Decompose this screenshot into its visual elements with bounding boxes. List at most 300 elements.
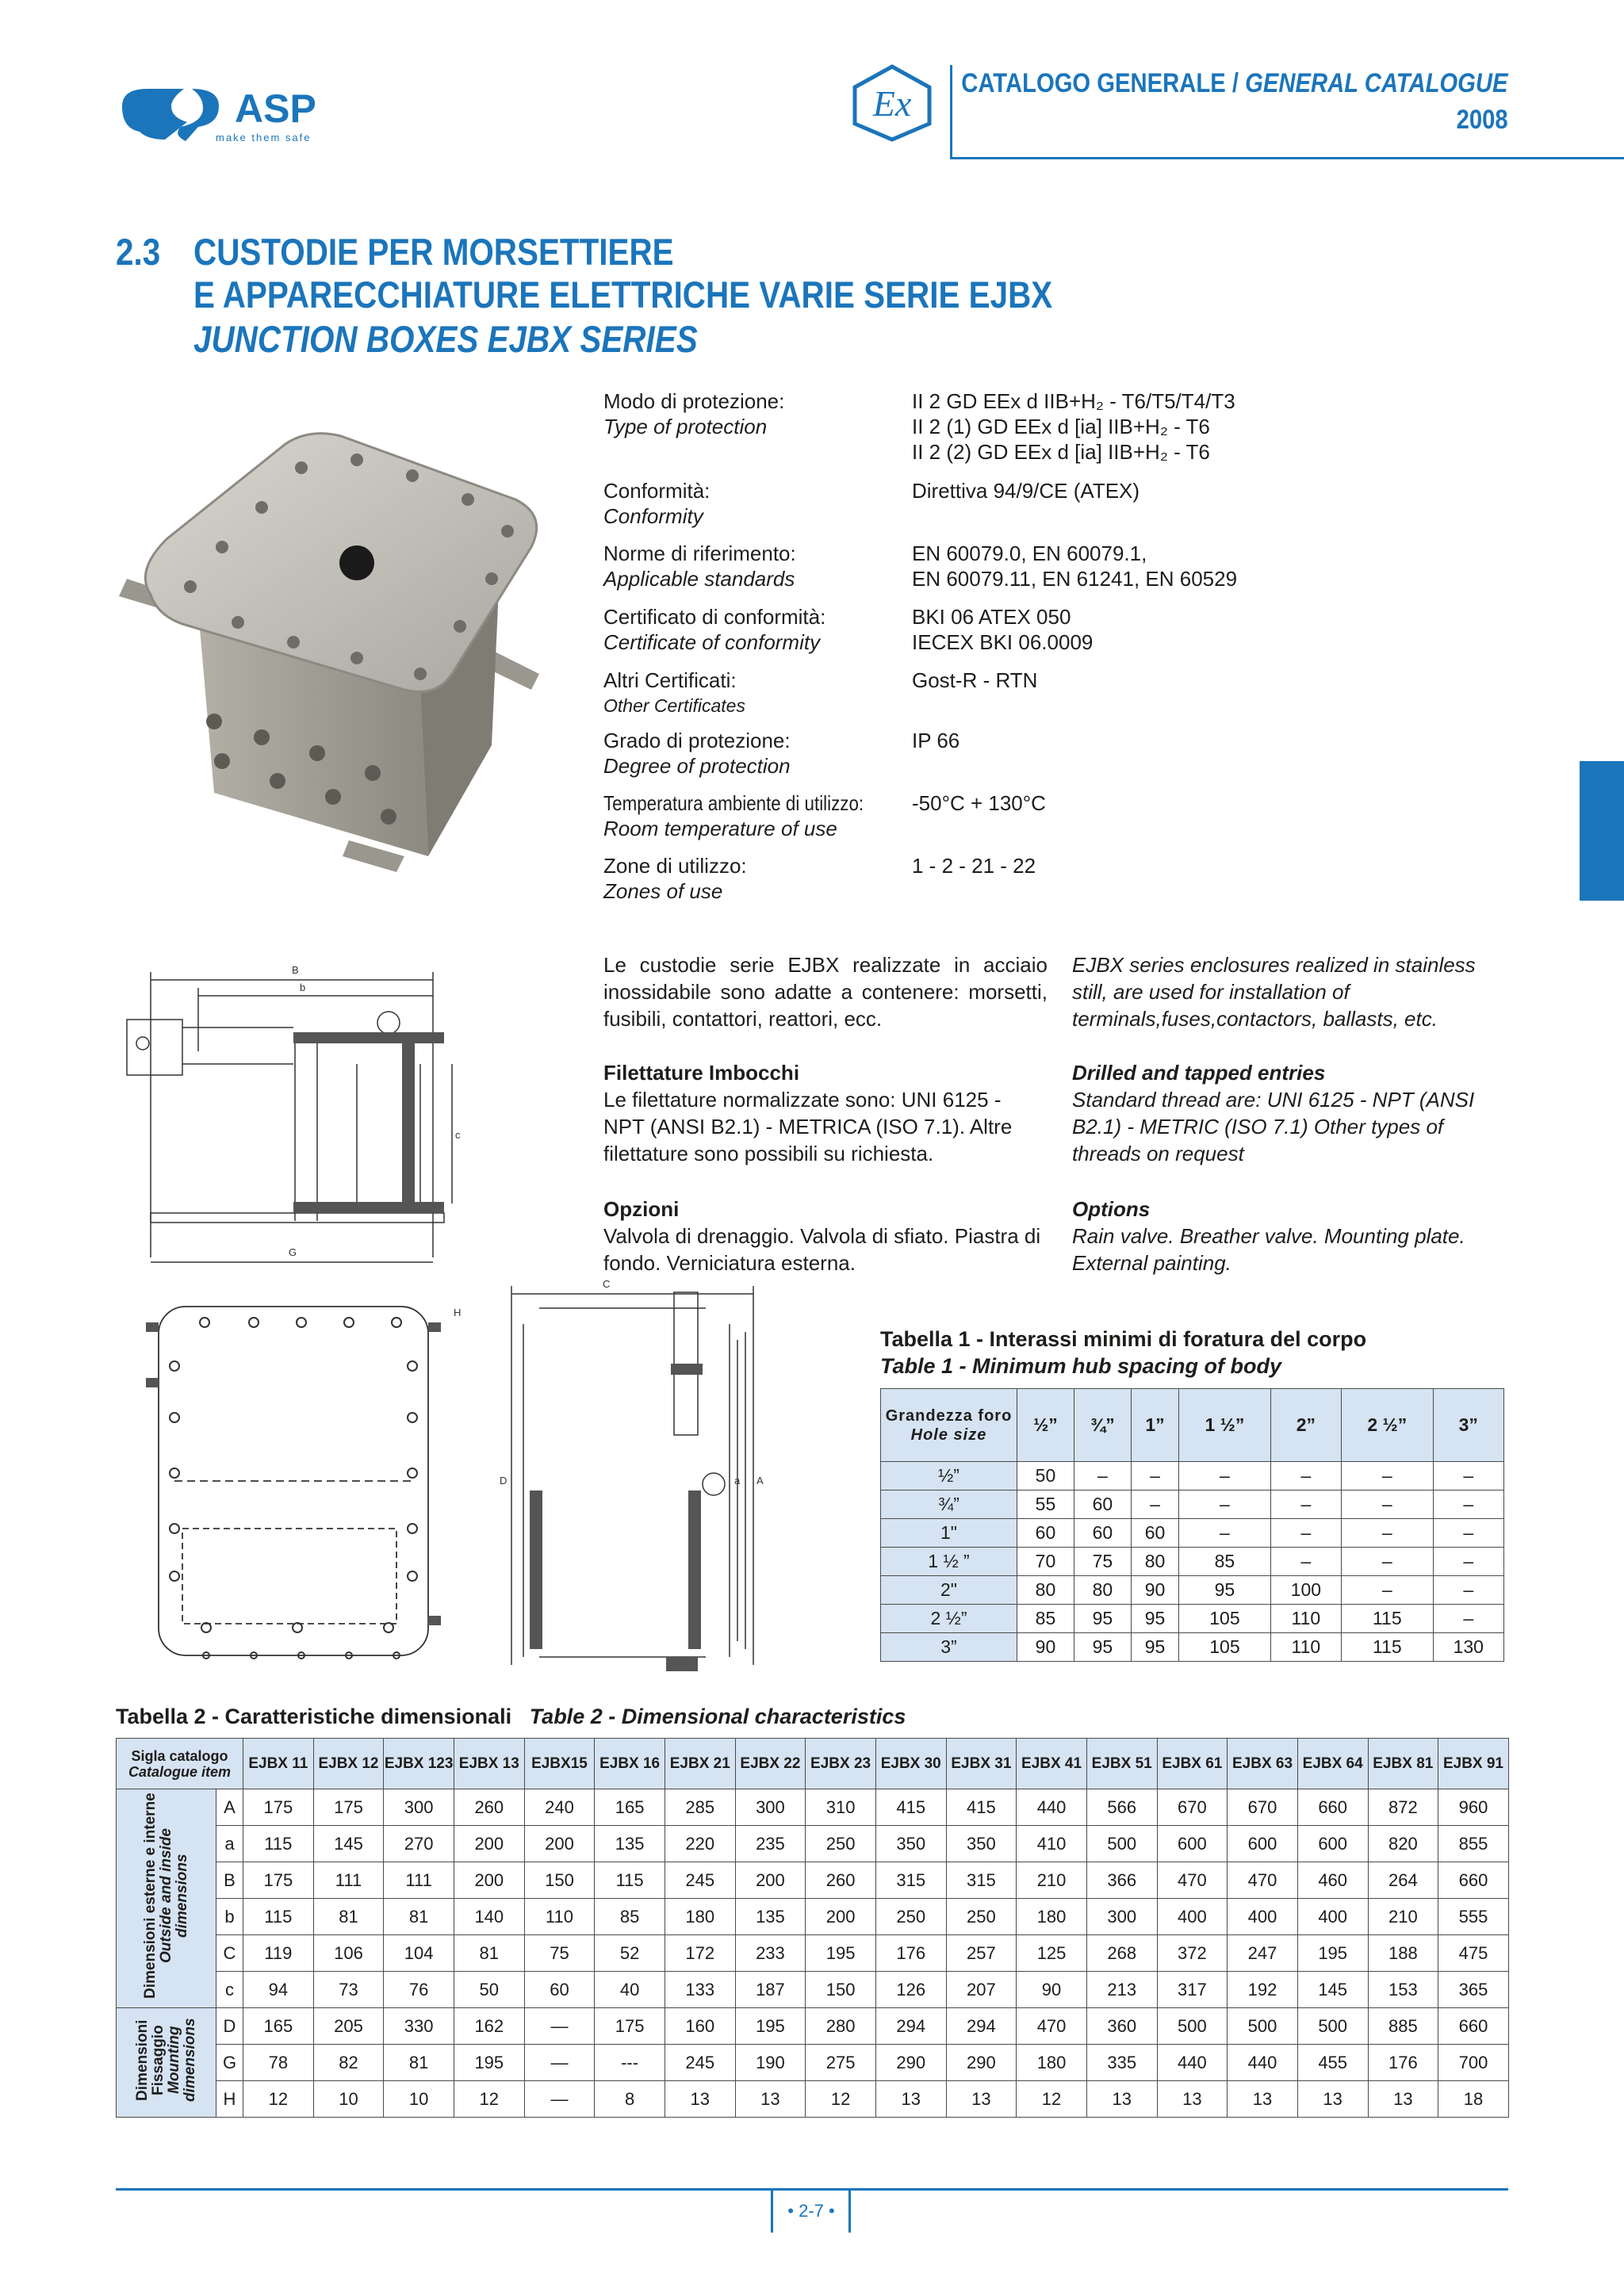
table-cell: 400 — [1228, 1899, 1298, 1935]
vertical-section-drawing — [476, 1276, 769, 1673]
table-cell: 150 — [524, 1862, 595, 1899]
column-header: EJBX 81 — [1368, 1739, 1438, 1789]
row-header: ½” — [881, 1462, 1017, 1490]
table-cell: 270 — [384, 1826, 454, 1862]
row-header: a — [216, 1826, 243, 1862]
table-cell: 600 — [1297, 1826, 1368, 1862]
column-header: ½” — [1017, 1389, 1074, 1462]
table-cell: 290 — [946, 2045, 1017, 2081]
table-cell: 213 — [1086, 1972, 1157, 2008]
table-cell: 247 — [1228, 1935, 1298, 1972]
table-cell: 115 — [243, 1826, 314, 1862]
svg-text:D: D — [500, 1475, 508, 1487]
table-cell: 12 — [243, 2081, 314, 2118]
spec-label: Altri Certificati: — [603, 668, 737, 692]
table-cell: 235 — [735, 1826, 806, 1862]
table-cell: 555 — [1438, 1899, 1509, 1935]
table-cell: 115 — [1342, 1633, 1433, 1662]
table-cell: 110 — [1270, 1633, 1341, 1662]
table-cell: --- — [595, 2045, 665, 2081]
table-cell: 440 — [1017, 1789, 1087, 1826]
table-cell: 50 — [454, 1972, 524, 2008]
table-cell: 195 — [454, 2045, 524, 2081]
table-cell: 285 — [665, 1789, 735, 1826]
table-cell: 85 — [1179, 1548, 1270, 1576]
options-heading-en: Options — [1072, 1197, 1151, 1221]
table-cell: 250 — [806, 1826, 876, 1862]
table-cell: 82 — [313, 2045, 384, 2081]
table-cell: 670 — [1228, 1789, 1298, 1826]
table-cell: 360 — [1086, 2008, 1157, 2045]
table-cell: 145 — [313, 1826, 384, 1862]
table-cell: 81 — [454, 1935, 524, 1972]
table-cell: 960 — [1438, 1789, 1509, 1826]
column-header: EJBX 13 — [454, 1739, 524, 1789]
table-row — [117, 2008, 1509, 2045]
table-cell: 12 — [806, 2081, 876, 2118]
table-cell: 195 — [806, 1935, 876, 1972]
table-row — [117, 1826, 1509, 1862]
table-cell: 80 — [1131, 1548, 1178, 1576]
table-cell: – — [1074, 1462, 1131, 1490]
table-cell: 40 — [595, 1972, 665, 2008]
table-cell: 105 — [1179, 1605, 1270, 1633]
table-cell: 455 — [1297, 2045, 1368, 2081]
table-cell: – — [1270, 1548, 1341, 1576]
table-cell: 13 — [1297, 2081, 1368, 2118]
row-header: ¾” — [881, 1490, 1017, 1519]
table-cell: 73 — [313, 1972, 384, 2008]
footer-rule — [116, 2188, 1508, 2191]
column-header: EJBX 61 — [1157, 1739, 1228, 1789]
spec-value: -50°C + 130°C — [912, 791, 1046, 815]
table-cell: 366 — [1086, 1862, 1157, 1899]
table-cell: 80 — [1074, 1576, 1131, 1605]
table-cell: 90 — [1017, 1633, 1074, 1662]
table-row — [881, 1605, 1504, 1633]
table-cell: 172 — [665, 1935, 735, 1972]
table-cell: 245 — [665, 1862, 735, 1899]
table-cell: – — [1179, 1519, 1270, 1548]
table-cell: 165 — [595, 1789, 665, 1826]
table-cell: 110 — [524, 1899, 595, 1935]
table-cell: 264 — [1368, 1862, 1438, 1899]
table-cell: 660 — [1438, 2008, 1509, 2045]
row-header: 1 ½ ” — [881, 1548, 1017, 1576]
table-cell: 207 — [946, 1972, 1017, 2008]
table1-corner-header: Grandezza foro Hole size — [881, 1389, 1017, 1462]
column-header: EJBX 41 — [1017, 1739, 1087, 1789]
table-cell: 10 — [384, 2081, 454, 2118]
spec-label-en: Type of protection — [603, 415, 768, 438]
spec-value: II 2 GD EEx d IIB+H₂ - T6/T5/T4/T3 — [912, 389, 1235, 413]
row-header: 1" — [881, 1519, 1017, 1548]
asp-logo — [116, 82, 350, 146]
table-cell: 195 — [1297, 1935, 1368, 1972]
spec-label: Grado di protezione: — [603, 729, 791, 752]
table-cell: 115 — [1342, 1605, 1433, 1633]
spec-label: Temperatura ambiente di utilizzo: — [603, 791, 864, 815]
table-cell: 257 — [946, 1935, 1017, 1972]
table-cell: 95 — [1179, 1576, 1270, 1605]
table-cell: 135 — [595, 1826, 665, 1862]
section-title-line1: CUSTODIE PER MORSETTIERE — [193, 231, 674, 273]
table-cell: 13 — [946, 2081, 1017, 2118]
column-header: EJBX 63 — [1228, 1739, 1298, 1789]
table-cell: 820 — [1368, 1826, 1438, 1862]
column-header: EJBX 22 — [735, 1739, 806, 1789]
svg-text:B: B — [292, 964, 299, 976]
column-header: EJBX 11 — [243, 1739, 314, 1789]
table-cell: 90 — [1131, 1576, 1178, 1605]
ex-hexagon-icon — [850, 63, 934, 143]
table2-caption-en: Table 2 - Dimensional characteristics — [529, 1705, 906, 1728]
table-cell: 13 — [1086, 2081, 1157, 2118]
table-cell: 78 — [243, 2045, 314, 2081]
table-cell: 60 — [1074, 1490, 1131, 1519]
table-cell: 100 — [1270, 1576, 1341, 1605]
column-header: EJBX15 — [524, 1739, 595, 1789]
table-cell: – — [1433, 1576, 1503, 1605]
options-block-en — [1072, 1196, 1513, 1276]
table-cell: 18 — [1438, 2081, 1509, 2118]
table-cell: 180 — [1017, 1899, 1087, 1935]
header-horizontal-rule — [950, 157, 1624, 159]
table2-corner-header: Sigla catalogo Catalogue item — [117, 1739, 243, 1789]
table-cell: 60 — [524, 1972, 595, 2008]
spec-value: IECEX BKI 06.0009 — [912, 630, 1094, 654]
section-side-tab — [1580, 761, 1624, 901]
table-cell: – — [1131, 1462, 1178, 1490]
svg-text:A: A — [756, 1475, 764, 1487]
column-header: 2 ½” — [1342, 1389, 1433, 1462]
group-outside-inside-dimensions: Dimensioni esterne e interne Outside and inside dimensions — [117, 1789, 216, 2008]
table-cell: 400 — [1157, 1899, 1228, 1935]
table-cell: – — [1433, 1462, 1503, 1490]
dimensions-table — [116, 1738, 1509, 2118]
table-cell: 500 — [1086, 1826, 1157, 1862]
threads-heading-it: Filettature Imbocchi — [603, 1061, 800, 1085]
table-row — [117, 2081, 1509, 2118]
table-cell: 470 — [1017, 2008, 1087, 2045]
table-cell: — — [524, 2081, 595, 2118]
table-cell: 500 — [1228, 2008, 1298, 2045]
table-cell: 315 — [946, 1862, 1017, 1899]
hub-spacing-table — [880, 1388, 1504, 1662]
table-cell: 885 — [1368, 2008, 1438, 2045]
spec-label-en: Conformity — [603, 504, 703, 528]
table-cell: 60 — [1074, 1519, 1131, 1548]
table-cell: 135 — [735, 1899, 806, 1935]
table-cell: – — [1179, 1462, 1270, 1490]
table-cell: 470 — [1157, 1862, 1228, 1899]
table-cell: 310 — [806, 1789, 876, 1826]
options-block-it — [603, 1196, 1048, 1276]
table-cell: 176 — [1368, 2045, 1438, 2081]
table-cell: 415 — [946, 1789, 1017, 1826]
table-cell: 250 — [946, 1899, 1017, 1935]
spec-label: Norme di riferimento: — [603, 541, 796, 565]
table-cell: 162 — [454, 2008, 524, 2045]
spec-label-en: Other Certificates — [603, 695, 745, 716]
table-cell: 260 — [454, 1789, 524, 1826]
svg-text:H: H — [454, 1307, 462, 1318]
row-header: B — [216, 1862, 243, 1899]
table-cell: 175 — [595, 2008, 665, 2045]
spec-value: BKI 06 ATEX 050 — [912, 605, 1071, 629]
footer-divider — [771, 2188, 773, 2233]
table-row — [881, 1548, 1504, 1576]
svg-text:Ex: Ex — [872, 83, 912, 124]
row-header: G — [216, 2045, 243, 2081]
spec-label: Modo di protezione: — [603, 389, 785, 413]
table-cell: 13 — [1368, 2081, 1438, 2118]
intro-text-it: Le custodie serie EJBX realizzate in acciaio inossidabile sono adatte a contenere: morsetti, fusibili, contattori, reattori, ecc. — [603, 953, 1048, 1031]
column-header: EJBX 51 — [1086, 1739, 1157, 1789]
table-cell: – — [1179, 1490, 1270, 1519]
table-cell: 119 — [243, 1935, 314, 1972]
table-cell: 315 — [875, 1862, 946, 1899]
table-cell: 175 — [243, 1789, 314, 1826]
table-cell: 60 — [1017, 1519, 1074, 1548]
table-header-row — [117, 1739, 1509, 1789]
front-view-drawing — [119, 1291, 462, 1671]
spec-label-en: Zones of use — [603, 879, 723, 903]
table-cell: — — [524, 2008, 595, 2045]
table-cell: 13 — [1157, 2081, 1228, 2118]
table-cell: 95 — [1074, 1605, 1131, 1633]
table-row — [881, 1576, 1504, 1605]
section-number: 2.3 — [116, 231, 161, 273]
table-cell: 365 — [1438, 1972, 1509, 2008]
table-cell: 13 — [735, 2081, 806, 2118]
table-cell: 200 — [454, 1862, 524, 1899]
row-header: 2 ½” — [881, 1605, 1017, 1633]
table-cell: 410 — [1017, 1826, 1087, 1862]
row-header: 2" — [881, 1576, 1017, 1605]
svg-text:ASP: ASP — [235, 86, 316, 131]
table-cell: 90 — [1017, 1972, 1087, 2008]
table-cell: 115 — [243, 1899, 314, 1935]
spec-value: 1 - 2 - 21 - 22 — [912, 854, 1036, 878]
table-cell: 470 — [1228, 1862, 1298, 1899]
table-cell: – — [1342, 1548, 1433, 1576]
table-cell: 317 — [1157, 1972, 1228, 2008]
column-header: EJBX 30 — [875, 1739, 946, 1789]
table-cell: 153 — [1368, 1972, 1438, 2008]
page-number: • 2-7 • — [787, 2201, 835, 2221]
column-header: EJBX 16 — [595, 1739, 665, 1789]
table-cell: 240 — [524, 1789, 595, 1826]
table-cell: 180 — [665, 1899, 735, 1935]
options-heading-it: Opzioni — [603, 1197, 680, 1221]
column-header: 1 ½” — [1179, 1389, 1270, 1462]
table-cell: 55 — [1017, 1490, 1074, 1519]
spec-value: IP 66 — [912, 729, 960, 752]
row-header: A — [216, 1789, 243, 1826]
table-cell: 111 — [313, 1862, 384, 1899]
table-cell: 70 — [1017, 1548, 1074, 1576]
header-vertical-rule — [950, 65, 952, 159]
table-cell: – — [1270, 1490, 1341, 1519]
table-cell: 150 — [806, 1972, 876, 2008]
table-cell: 350 — [875, 1826, 946, 1862]
table-cell: – — [1131, 1490, 1178, 1519]
column-header: 1” — [1131, 1389, 1178, 1462]
junction-box-photo — [119, 412, 587, 904]
table-cell: 10 — [313, 2081, 384, 2118]
table-cell: 176 — [875, 1935, 946, 1972]
table-cell: 500 — [1157, 2008, 1228, 2045]
table-cell: 12 — [454, 2081, 524, 2118]
table2-caption — [116, 1705, 906, 1729]
table-cell: 76 — [384, 1972, 454, 2008]
svg-text:G: G — [289, 1246, 297, 1258]
table-cell: 210 — [1017, 1862, 1087, 1899]
row-header: C — [216, 1935, 243, 1972]
table-cell: 440 — [1157, 2045, 1228, 2081]
table-cell: 330 — [384, 2008, 454, 2045]
options-text-it: Valvola di drenaggio. Valvola di sfiato. Piastra di fondo. Verniciatura esterna. — [603, 1224, 1041, 1275]
table-cell: 460 — [1297, 1862, 1368, 1899]
table-row — [881, 1490, 1504, 1519]
row-header: c — [216, 1972, 243, 2008]
table-cell: 111 — [384, 1862, 454, 1899]
table-cell: 280 — [806, 2008, 876, 2045]
column-header: EJBX 64 — [1297, 1739, 1368, 1789]
spec-label-en: Room temperature of use — [603, 817, 837, 840]
table-cell: 220 — [665, 1826, 735, 1862]
table-cell: 81 — [313, 1899, 384, 1935]
table-row — [117, 1899, 1509, 1935]
table2-caption-it: Tabella 2 - Caratteristiche dimensionali — [116, 1705, 512, 1728]
table-cell: 190 — [735, 2045, 806, 2081]
table-cell: 660 — [1438, 1862, 1509, 1899]
spec-label-en: Certificate of conformity — [603, 630, 821, 654]
table-cell: – — [1433, 1490, 1503, 1519]
svg-text:a: a — [734, 1475, 741, 1487]
table-cell: 105 — [1179, 1633, 1270, 1662]
table1-caption-en: Table 1 - Minimum hub spacing of body — [880, 1354, 1282, 1378]
table-cell: 106 — [313, 1935, 384, 1972]
table-cell: 372 — [1157, 1935, 1228, 1972]
table-cell: 400 — [1297, 1899, 1368, 1935]
svg-text:c: c — [455, 1129, 461, 1141]
table-row — [881, 1462, 1504, 1490]
table-cell: 268 — [1086, 1935, 1157, 1972]
table-cell: 145 — [1297, 1972, 1368, 2008]
table-cell: 81 — [384, 1899, 454, 1935]
table-cell: 335 — [1086, 2045, 1157, 2081]
group-mounting-dimensions: Dimensioni Fissaggio Mounting dimensions — [117, 2008, 216, 2118]
footer-divider — [848, 2188, 851, 2233]
table-header-row — [881, 1389, 1504, 1462]
section-title-line3: JUNCTION BOXES EJBX SERIES — [193, 318, 698, 360]
table-cell: 250 — [875, 1899, 946, 1935]
table-row — [117, 1862, 1509, 1899]
options-text-en: Rain valve. Breather valve. Mounting plate. External painting. — [1072, 1224, 1465, 1275]
table1-caption-it: Tabella 1 - Interassi minimi di foratura del corpo — [880, 1327, 1367, 1351]
table-cell: 13 — [875, 2081, 946, 2118]
threads-text-en: Standard thread are: UNI 6125 - NPT (ANSI B2.1) - METRIC (ISO 7.1) Other types of threads on request — [1072, 1088, 1475, 1165]
table-cell: 290 — [875, 2045, 946, 2081]
table-cell: 275 — [806, 2045, 876, 2081]
table-cell: 95 — [1131, 1633, 1178, 1662]
table-cell: 188 — [1368, 1935, 1438, 1972]
column-header: EJBX 12 — [313, 1739, 384, 1789]
table-cell: 660 — [1297, 1789, 1368, 1826]
table-cell: 12 — [1017, 2081, 1087, 2118]
table-cell: 104 — [384, 1935, 454, 1972]
table-cell: 200 — [735, 1862, 806, 1899]
table-cell: 415 — [875, 1789, 946, 1826]
table-cell: 126 — [875, 1972, 946, 2008]
table-cell: 60 — [1131, 1519, 1178, 1548]
table-cell: 855 — [1438, 1826, 1509, 1862]
table-cell: 475 — [1438, 1935, 1509, 1972]
table-cell: 566 — [1086, 1789, 1157, 1826]
table-cell: 210 — [1368, 1899, 1438, 1935]
spec-label-en: Degree of protection — [603, 754, 791, 778]
table-cell: 160 — [665, 2008, 735, 2045]
spec-value: EN 60079.0, EN 60079.1, — [912, 541, 1147, 565]
threads-block-en — [1072, 1059, 1513, 1167]
table-cell: 130 — [1433, 1633, 1503, 1662]
spec-value: II 2 (2) GD EEx d [ia] IIB+H₂ - T6 — [912, 440, 1210, 464]
spec-label-en: Applicable standards — [603, 567, 795, 591]
column-header: ¾” — [1074, 1389, 1131, 1462]
column-header: 2” — [1270, 1389, 1341, 1462]
table-cell: 245 — [665, 2045, 735, 2081]
table-cell: 85 — [595, 1899, 665, 1935]
table-cell: 260 — [806, 1862, 876, 1899]
table-cell: — — [524, 2045, 595, 2081]
table-cell: – — [1433, 1519, 1503, 1548]
table-cell: 13 — [665, 2081, 735, 2118]
table-cell: 300 — [384, 1789, 454, 1826]
spec-value: II 2 (1) GD EEx d [ia] IIB+H₂ - T6 — [912, 415, 1210, 438]
table-cell: 200 — [806, 1899, 876, 1935]
row-header: 3” — [881, 1633, 1017, 1662]
section-title-line2: E APPARECCHIATURE ELETTRICHE VARIE SERIE EJBX — [193, 274, 1053, 316]
table-cell: 115 — [595, 1862, 665, 1899]
table-cell: 95 — [1074, 1633, 1131, 1662]
table-cell: 205 — [313, 2008, 384, 2045]
table-cell: 294 — [875, 2008, 946, 2045]
table-cell: – — [1270, 1462, 1341, 1490]
column-header: 3” — [1433, 1389, 1503, 1462]
row-header: D — [216, 2008, 243, 2045]
row-header: b — [216, 1899, 243, 1935]
table-cell: 80 — [1017, 1576, 1074, 1605]
table-cell: 670 — [1157, 1789, 1228, 1826]
svg-text:make them safe: make them safe — [216, 132, 312, 144]
table-cell: 872 — [1368, 1789, 1438, 1826]
table-cell: 600 — [1157, 1826, 1228, 1862]
table-cell: 50 — [1017, 1462, 1074, 1490]
table-cell: 175 — [243, 1862, 314, 1899]
column-header: EJBX 23 — [806, 1739, 876, 1789]
table-cell: 81 — [384, 2045, 454, 2081]
table-cell: 125 — [1017, 1935, 1087, 1972]
table-cell: 52 — [595, 1935, 665, 1972]
spec-value: Gost-R - RTN — [912, 668, 1038, 692]
table-cell: 700 — [1438, 2045, 1509, 2081]
table-cell: – — [1433, 1605, 1503, 1633]
catalog-year: 2008 — [1456, 105, 1508, 135]
table-cell: 294 — [946, 2008, 1017, 2045]
table-cell: 95 — [1131, 1605, 1178, 1633]
